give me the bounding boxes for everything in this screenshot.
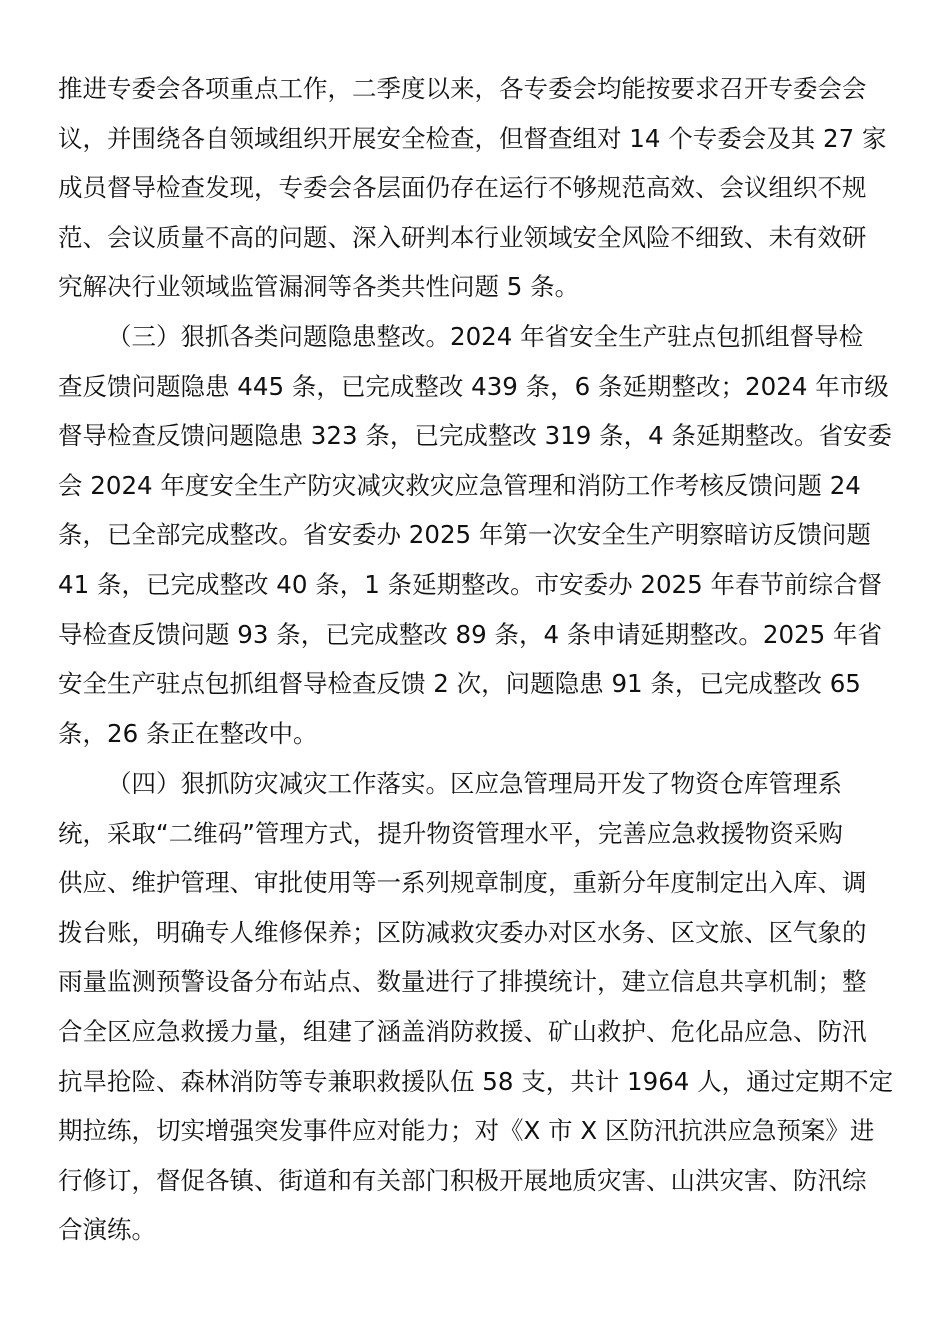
- text-line: 督导检查反馈问题隐患 323 条，已完成整改 319 条，4 条延期整改。省安委: [58, 421, 893, 451]
- text-line: 条，已全部完成整改。省安委办 2025 年第一次安全生产明察暗访反馈问题: [58, 520, 871, 550]
- section-heading-line: （四）狠抓防灾减灾工作落实。区应急管理局开发了物资仓库管理系: [107, 769, 842, 798]
- text-line: 范、会议质量不高的问题、深入研判本行业领域安全风险不细致、未有效研: [58, 222, 867, 252]
- text-line: 条，26 条正在整改中。: [58, 718, 318, 748]
- text-line: 统，采取“二维码”管理方式，提升物资管理水平，完善应急救援物资采购: [58, 818, 843, 848]
- text-line: 41 条，已完成整改 40 条，1 条延期整改。市安委办 2025 年春节前综合督: [58, 569, 883, 599]
- text-line: 行修订，督促各镇、街道和有关部门积极开展地质灾害、山洪灾害、防汛综: [58, 1165, 867, 1195]
- text-line: 抗旱抢险、森林消防等专兼职救援队伍 58 支，共计 1964 人，通过定期不定: [58, 1066, 894, 1096]
- paragraph-section-3: [58, 312, 892, 758]
- text-line: 期拉练，切实增强突发事件应对能力；对《X 市 X 区防汛抗洪应急预案》进: [58, 1116, 875, 1146]
- text-line: 拨台账，明确专人维修保养；区防减救灾委办对区水务、区文旅、区气象的: [58, 917, 867, 947]
- text-line: 推进专委会各项重点工作，二季度以来，各专委会均能按要求召开专委会会: [58, 74, 867, 103]
- text-line: 究解决行业领域监管漏洞等各类共性问题 5 条。: [58, 272, 580, 302]
- text-line: 合全区应急救援力量，组建了涵盖消防救援、矿山救护、危化品应急、防汛: [58, 1016, 867, 1046]
- text-line: 供应、维护管理、审批使用等一系列规章制度，重新分年度制定出入库、调: [58, 868, 867, 898]
- text-line: 会 2024 年度安全生产防灾减灾救灾应急管理和消防工作考核反馈问题 24: [58, 470, 861, 500]
- paragraph-work-summary: [58, 64, 887, 312]
- text-line: 导检查反馈问题 93 条，已完成整改 89 条，4 条申请延期整改。2025 年省: [58, 619, 883, 649]
- text-line: 安全生产驻点包抓组督导检查反馈 2 次，问题隐患 91 条，已完成整改 65: [58, 669, 861, 699]
- section-heading-line: （三）狠抓各类问题隐患整改。2024 年省安全生产驻点包抓组督导检: [107, 322, 864, 351]
- text-line: 议，并围绕各自领域组织开展安全检查，但督查组对 14 个专委会及其 27 家: [58, 123, 887, 153]
- text-line: 成员督导检查发现，专委会各层面仍存在运行不够规范高效、会议组织不规: [58, 173, 867, 203]
- paragraph-section-4: [58, 759, 893, 1255]
- text-line: 合演练。: [58, 1215, 156, 1245]
- text-line: 查反馈问题隐患 445 条，已完成整改 439 条，6 条延期整改；2024 年市级: [58, 371, 889, 401]
- text-line: 雨量监测预警设备分布站点、数量进行了排摸统计，建立信息共享机制；整: [58, 967, 867, 997]
